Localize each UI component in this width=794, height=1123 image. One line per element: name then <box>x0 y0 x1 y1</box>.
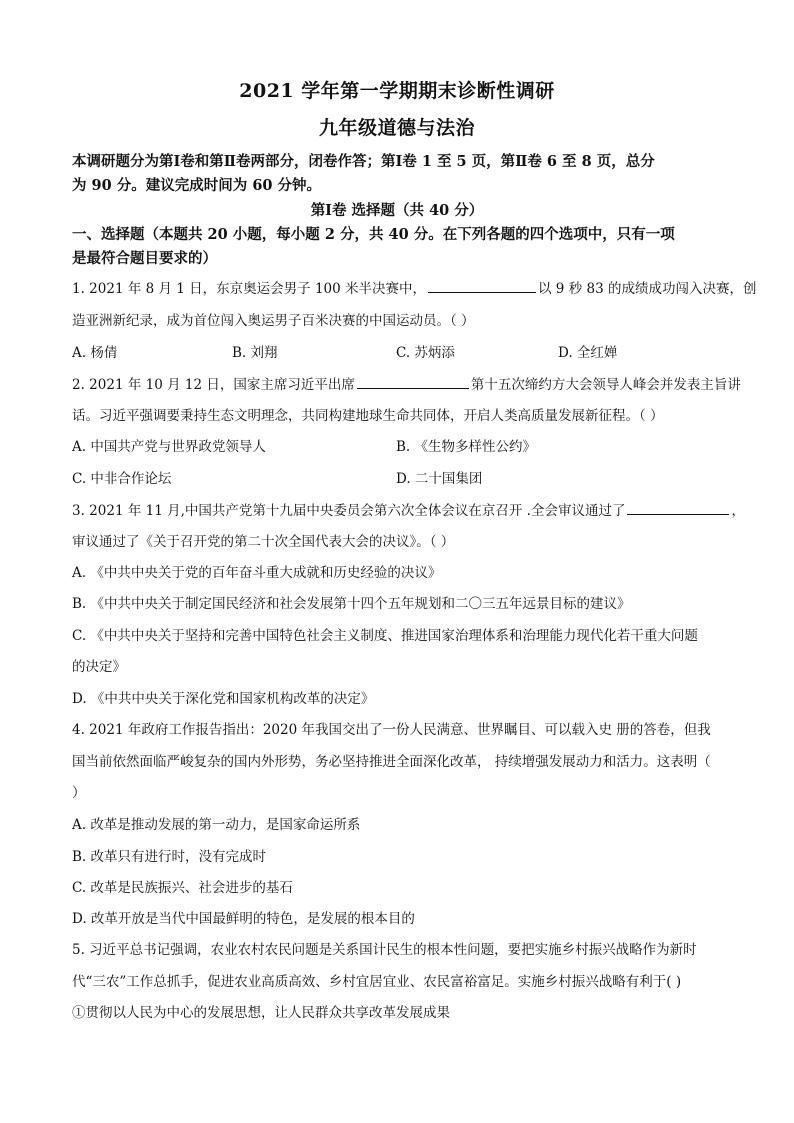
q2-line-2: 话。习近平强调要秉持生态文明理念，共同构建地球生命共同体，开启人类高质量发展新征程。（ ） <box>72 408 664 424</box>
q2-text-b: 第十五次缔约方大会领导人峰会并发表主旨讲 <box>470 377 741 393</box>
page-subtitle: 九年级道德与法治 <box>318 117 475 139</box>
q4-option-c: C. 改革是民族振兴、社会进步的基石 <box>72 880 293 896</box>
q3-option-c-line-2: 的决定》 <box>72 659 126 675</box>
q5-line-2: 代“三农”工作总抓手，促进农业高质高效、乡村宜居宜业、农民富裕富足。实施乡村振兴战略有利于( ) <box>72 974 682 990</box>
q1-option-a: A. 杨倩 <box>72 345 118 361</box>
q2-option-b: B. 《生物多样性公约》 <box>396 439 537 455</box>
q4-line-1: 4. 2021 年政府工作报告指出：2020 年我国交出了一份人民满意、世界瞩目、可以载入史 册的答卷，但我 <box>72 722 711 738</box>
page-title: 2021 学年第一学期期末诊断性调研 <box>239 80 555 102</box>
q1-line-1 <box>72 277 756 297</box>
q5-line-1: 5. 习近平总书记强调，农业农村农民问题是关系国计民生的根本性问题，要把实施乡村振兴战略作为新时 <box>72 942 697 958</box>
q1-option-d: D. 全红婵 <box>558 345 618 361</box>
q2-option-c: C. 中非合作论坛 <box>72 471 172 487</box>
q1-answer-blank <box>428 280 536 293</box>
q1-option-b: B. 刘翔 <box>232 345 278 361</box>
q3-text-a: 3. 2021 年 11 月,中国共产党第十九届中央委员会第六次全体会议在京召开 .全会审议通过了 <box>72 503 626 519</box>
q4-line-3: ） <box>72 785 86 801</box>
intro-line-2: 为 90 分。建议完成时间为 60 分钟。 <box>72 177 322 194</box>
part-heading-line-2: 是最符合题目要求的） <box>72 250 217 267</box>
q1-line-2: 造亚洲新纪录，成为首位闯入奥运男子百米决赛的中国运动员。（ ） <box>72 313 475 329</box>
q2-options-row-1 <box>72 435 722 453</box>
q2-line-1 <box>72 373 741 393</box>
section-heading: 第Ⅰ卷 选择题（共 40 分） <box>310 202 484 219</box>
q1-option-c: C. 苏炳添 <box>396 345 455 361</box>
q4-option-a: A. 改革是推动发展的第一动力，是国家命运所系 <box>72 817 361 833</box>
q3-line-1 <box>72 499 745 519</box>
q3-line-2: 审议通过了《关于召开党的第二十次全国代表大会的决议》。（ ） <box>72 534 455 550</box>
q3-option-a: A. 《中共中央关于党的百年奋斗重大成就和历史经验的决议》 <box>72 565 442 581</box>
q2-option-a: A. 中国共产党与世界政党领导人 <box>72 439 266 455</box>
q4-option-d: D. 改革开放是当代中国最鲜明的特色，是发展的根本目的 <box>72 911 415 927</box>
part-heading-line-1: 一、选择题（本题共 20 小题，每小题 2 分，共 40 分。在下列各题的四个选项中，只有一项 <box>72 226 675 243</box>
q3-option-b: B. 《中共中央关于制定国民经济和社会发展第十四个五年规划和二〇三五年远景目标的建议》 <box>72 596 631 612</box>
q2-options-row-2 <box>72 467 722 485</box>
q1-text-a: 1. 2021 年 8 月 1 日，东京奥运会男子 100 米半决赛中， <box>72 281 427 297</box>
q1-text-b: 以 9 秒 83 的成绩成功闯入决赛，创 <box>538 281 757 297</box>
intro-line-1: 本调研题分为第Ⅰ卷和第Ⅱ卷两部分，闭卷作答；第Ⅰ卷 1 至 5 页，第Ⅱ卷 6 至 8 页，总分 <box>72 153 655 170</box>
q5-line-3: ①贯彻以人民为中心的发展思想，让人民群众共享改革发展成果 <box>72 1005 450 1021</box>
q3-text-b: ， <box>731 503 745 519</box>
q4-line-2: 国当前依然面临严峻复杂的国内外形势，务必坚持推进全面深化改革， 持续增强发展动力和活力。这表明（ <box>72 754 711 770</box>
q2-text-a: 2. 2021 年 10 月 12 日，国家主席习近平出席 <box>72 377 355 393</box>
q2-option-d: D. 二十国集团 <box>396 471 483 487</box>
q3-option-c-line-1: C. 《中共中央关于坚持和完善中国特色社会主义制度、推进国家治理体系和治理能力现代化若干重大问题 <box>72 628 698 644</box>
q4-option-b: B. 改革只有进行时，没有完成时 <box>72 849 267 865</box>
q3-option-d: D. 《中共中央关于深化党和国家机构改革的决定》 <box>72 691 375 707</box>
q2-answer-blank <box>357 376 469 389</box>
q3-answer-blank <box>627 502 729 515</box>
q1-options <box>72 341 722 359</box>
